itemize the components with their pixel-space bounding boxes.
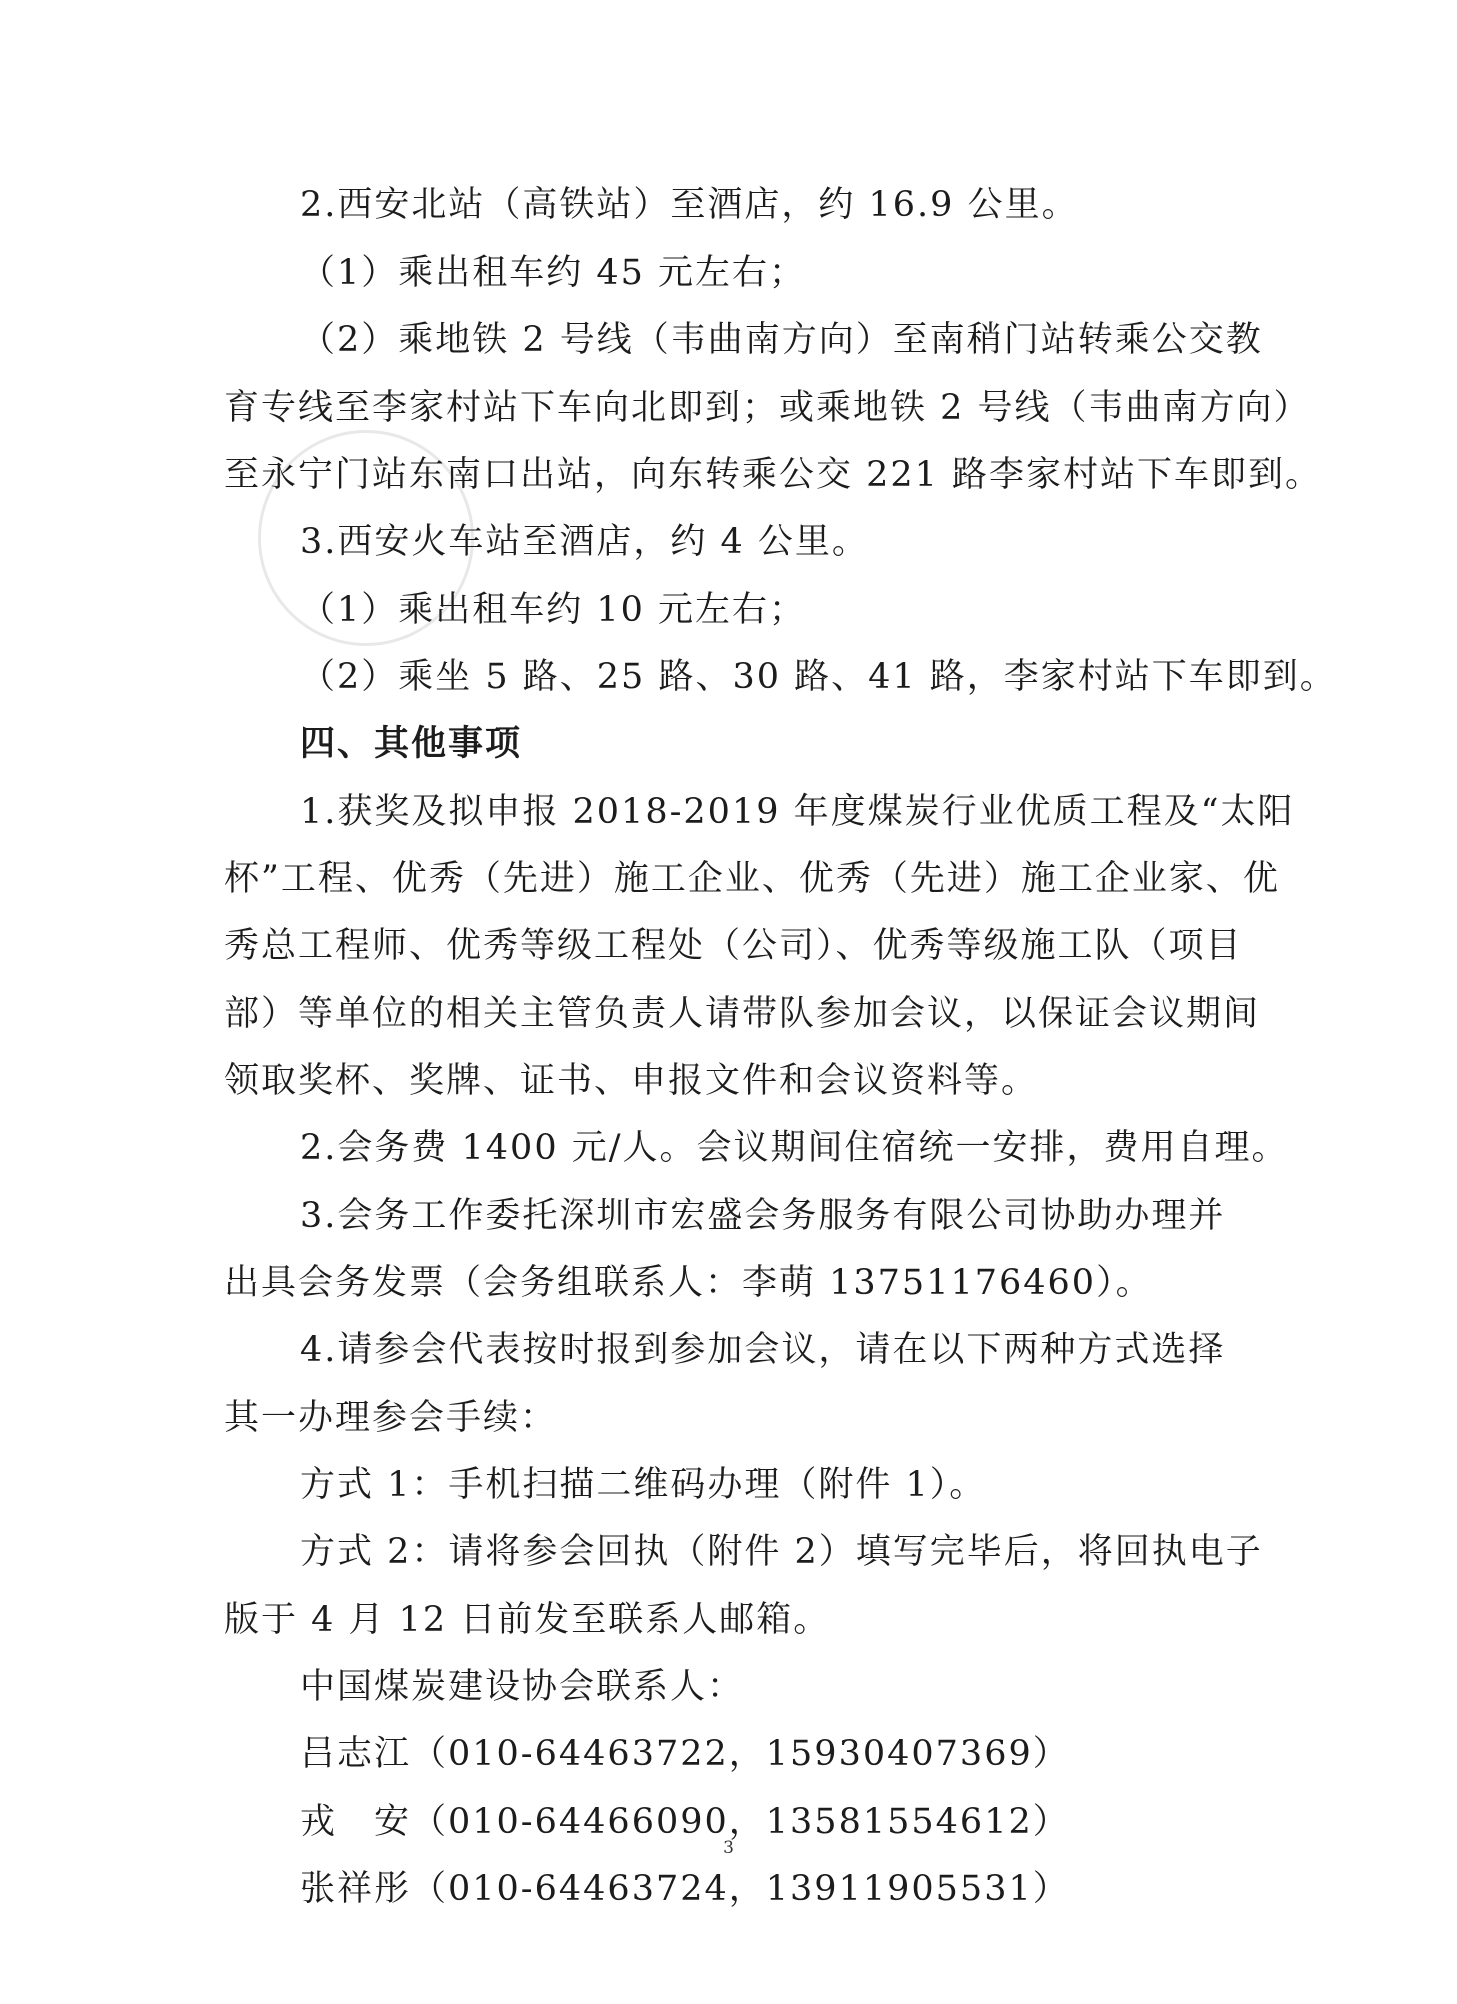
paragraph-line: （1）乘出租车约 45 元左右； [300, 253, 807, 293]
paragraph-line: 育专线至李家村站下车向北即到；或乘地铁 2 号线（韦曲南方向） [224, 388, 1311, 428]
paragraph-line: 4.请参会代表按时报到参加会议，请在以下两种方式选择 [300, 1330, 1226, 1370]
paragraph-line: 其一办理参会手续： [224, 1398, 558, 1438]
paragraph-line: （2）乘地铁 2 号线（韦曲南方向）至南稍门站转乘公交教 [300, 320, 1263, 360]
contact-line: 吕志江（010-64463722，15930407369） [300, 1734, 1070, 1774]
paragraph-line: 方式 2：请将参会回执（附件 2）填写完毕后，将回执电子 [300, 1532, 1263, 1572]
contact-heading: 中国煤炭建设协会联系人： [300, 1667, 745, 1707]
paragraph-line: （2）乘坐 5 路、25 路、30 路、41 路，李家村站下车即到。 [300, 657, 1337, 697]
paragraph-line: 2.西安北站（高铁站）至酒店，约 16.9 公里。 [300, 185, 1079, 225]
paragraph-line: 至永宁门站东南口出站，向东转乘公交 221 路李家村站下车即到。 [224, 455, 1323, 495]
paragraph-line: 出具会务发票（会务组联系人：李萌 13751176460）。 [224, 1263, 1153, 1303]
contact-line: 戎 安（010-64466090，13581554612） [300, 1802, 1070, 1842]
paragraph-line: 秀总工程师、优秀等级工程处（公司）、优秀等级施工队（项目 [224, 926, 1243, 966]
section-heading: 四、其他事项 [300, 723, 523, 764]
paragraph-line: 3.西安火车站至酒店，约 4 公里。 [300, 522, 869, 562]
contact-line: 张祥彤（010-64463724，13911905531） [300, 1869, 1070, 1909]
paragraph-line: 版于 4 月 12 日前发至联系人邮箱。 [224, 1600, 831, 1640]
paragraph-line: 部）等单位的相关主管负责人请带队参加会议，以保证会议期间 [224, 994, 1261, 1034]
page-number: 3 [723, 1838, 734, 1858]
paragraph-line: 杯”工程、优秀（先进）施工企业、优秀（先进）施工企业家、优 [224, 859, 1280, 899]
paragraph-line: 领取奖杯、奖牌、证书、申报文件和会议资料等。 [224, 1061, 1039, 1101]
paragraph-line: 2.会务费 1400 元/人。会议期间住宿统一安排，费用自理。 [300, 1128, 1289, 1168]
paragraph-line: （1）乘出租车约 10 元左右； [300, 590, 807, 630]
paragraph-line: 1.获奖及拟申报 2018-2019 年度煤炭行业优质工程及“太阳 [300, 792, 1295, 832]
paragraph-line: 方式 1：手机扫描二维码办理（附件 1）。 [300, 1465, 987, 1505]
paragraph-line: 3.会务工作委托深圳市宏盛会务服务有限公司协助办理并 [300, 1196, 1226, 1236]
